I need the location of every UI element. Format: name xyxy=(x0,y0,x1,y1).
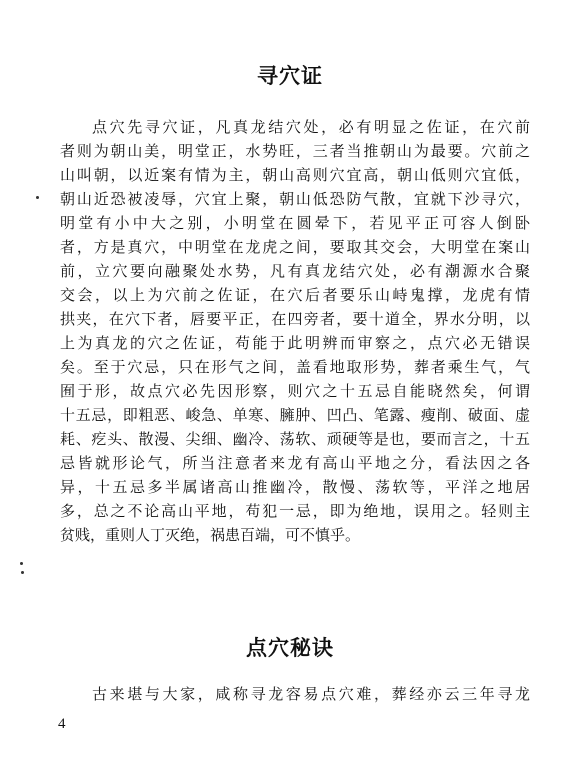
text-line: 古来堪与大家，咸称寻龙容易点穴难，葬经亦云三年寻龙 xyxy=(92,685,530,703)
text-line: 朝山近恐被凌辱，穴宜上聚，朝山低恐防气散，宜就下沙寻穴， xyxy=(60,190,530,208)
scan-speck xyxy=(20,562,23,565)
text-line: 忌皆就形论气，所当注意者来龙有高山平地之分，看法因之各 xyxy=(60,454,530,472)
text-line: 十五忌，即粗恶、峻急、单寒、臃肿、凹凸、笔露、瘦削、破面、虚 xyxy=(60,406,530,424)
text-line: 异，十五忌多半属诸高山推幽冷，散慢、荡软等，平洋之地居 xyxy=(60,478,530,496)
text-line: 矣。至于穴忌，只在形气之间，盖看地取形势，葬者乘生气，气 xyxy=(60,358,530,376)
text-line: 者，方是真穴，中明堂在龙虎之间，要取其交会，大明堂在案山 xyxy=(60,238,530,256)
text-line: 囿于形，故点穴必先因形察，则穴之十五忌自能晓然矣，何谓 xyxy=(60,382,530,400)
text-line: 明堂有小中大之别，小明堂在圆晕下，若见平正可容人倒卧 xyxy=(60,214,530,232)
page-number: 4 xyxy=(58,716,66,732)
text-line: 拱夹，在穴下者，唇要平正，在四旁者，要十道全，界水分明，以 xyxy=(60,310,530,328)
text-line: 上为真龙的穴之佐证，苟能于此明辨而审察之，点穴必无错误 xyxy=(60,334,530,352)
text-line: 多，总之不论高山平地，苟犯一忌，即为绝地，误用之。轻则主 xyxy=(60,502,530,520)
text-line: 者则为朝山美，明堂正，水势旺，三者当推朝山为最要。穴前之 xyxy=(60,142,530,160)
text-line: 前，立穴要向融聚处水势，凡有真龙结穴处，必有潮源水合聚 xyxy=(60,262,530,280)
text-line: 交会，以上为穴前之佐证，在穴后者要乐山峙鬼撑，龙虎有情 xyxy=(60,286,530,304)
scan-speck xyxy=(36,196,39,199)
text-line: 山叫朝，以近案有情为主，朝山高则穴宜高，朝山低则穴宜低， xyxy=(60,166,530,184)
section-title-xun-xue-zheng: 寻穴证 xyxy=(257,64,323,88)
scan-speck xyxy=(21,571,24,574)
section-title-dian-xue-mi-jue: 点穴秘诀 xyxy=(246,636,334,660)
text-line: 耗、疙头、散漫、尖细、幽冷、荡软、顽硬等是也，要而言之，十五 xyxy=(60,430,530,448)
text-line: 点穴先寻穴证，凡真龙结穴处，必有明显之佐证，在穴前 xyxy=(92,118,530,136)
text-line: 贫贱，重则人丁灭绝，祸患百端，可不慎乎。 xyxy=(60,526,361,544)
